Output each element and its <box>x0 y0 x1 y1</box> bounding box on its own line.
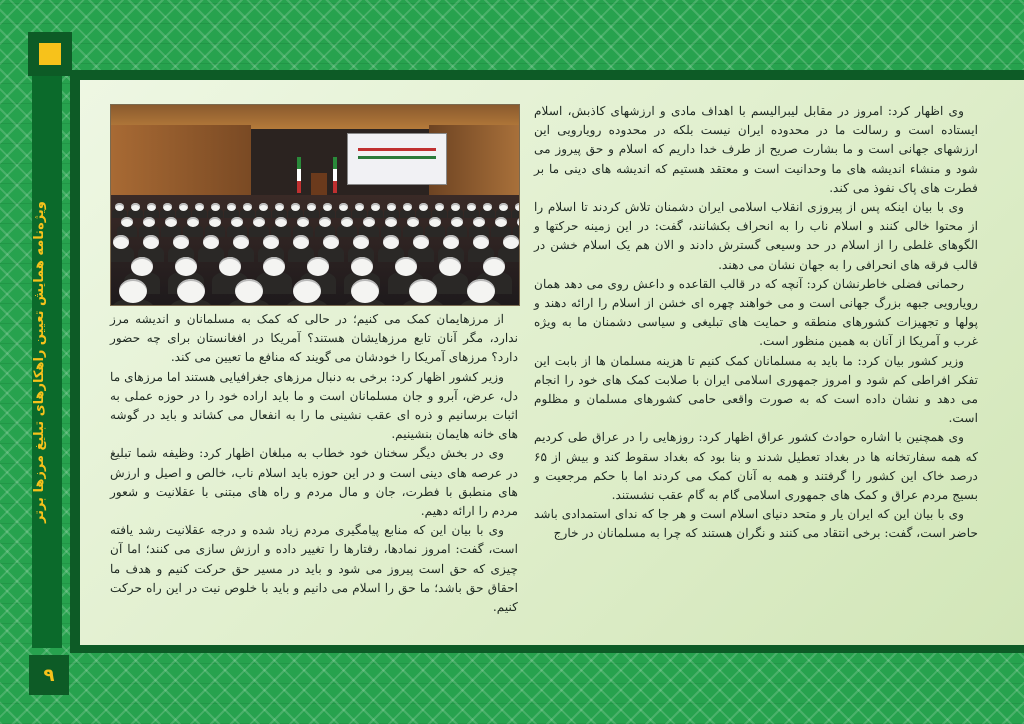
audience-turban <box>293 279 321 303</box>
audience-turban <box>499 203 508 211</box>
photo-wall-left <box>111 125 251 205</box>
audience-turban <box>323 235 339 249</box>
corner-ornament <box>28 32 72 76</box>
paragraph: وی در بخش دیگر سخنان خود خطاب به مبلغان اظهار کرد: وظیفه شما تبلیغ در عرصه های دینی است و در این حوزه باید اسلام ناب، خالص و اصیل و ارزش های منطبق با فطرت، جان و مال مردم و راه های مبتنی با عقلانیت و شعور مردم را ارائه دهیم. <box>110 446 518 519</box>
screen-text-line <box>358 156 436 159</box>
audience-turban <box>467 279 495 303</box>
audience-turban <box>351 257 373 276</box>
audience-turban <box>403 203 412 211</box>
audience-turban <box>451 203 460 211</box>
frame-top <box>70 70 1024 80</box>
audience-member-body <box>425 225 444 237</box>
audience-turban <box>263 257 285 276</box>
audience-turban <box>233 235 249 249</box>
paragraph: وی با بیان این که منابع پیامگیری مردم زیاد شده و درجه عقلانیت رشد یافته است، گفت: امروز نمادها، رفتارها را تغییر داده و ارزش سازی می کنند؛ اما آن چیزی که حق است پیروز می شود و باید در مسیر حق حرکت کنیم و هدف ما احقاق حق باشد؛ ما حق را اسلام می دانیم و باید با خلوص نیت در این راه حرکت کنیم. <box>110 523 518 615</box>
audience-turban <box>353 235 369 249</box>
audience-turban <box>227 203 236 211</box>
audience-turban <box>115 203 124 211</box>
audience-turban <box>293 235 309 249</box>
audience-turban <box>219 257 241 276</box>
audience-turban <box>383 235 399 249</box>
audience-turban <box>175 257 197 276</box>
audience-turban <box>179 203 188 211</box>
screen-text-line <box>358 148 436 151</box>
audience-turban <box>263 235 279 249</box>
flag <box>333 157 337 193</box>
audience-member-body <box>183 225 202 237</box>
audience-turban <box>119 279 147 303</box>
paragraph: وی اظهار کرد: امروز در مقابل لیبرالیسم با اهداف مادی و ارزشهای کاذبش، اسلام ایستاده است و رسالت ما در محدوده ایران نیست بلکه در محدوده رویارویی این ارزشهای جهانی است و ما بشارت صریح از طرف خدا داریم که اسلام و حق پیروز می شود و منشاء اندیشه های ما وحدانیت است و معتقد هستیم که اندیشه های دینی ما بر فطرت های پاک نفوذ می کند. <box>534 104 978 195</box>
audience-turban <box>435 203 444 211</box>
audience-turban <box>339 203 348 211</box>
audience-turban <box>323 203 332 211</box>
photo-projection-screen <box>347 133 447 185</box>
audience-turban <box>413 235 429 249</box>
audience-turban <box>131 203 140 211</box>
audience-turban <box>131 257 153 276</box>
audience-turban <box>467 203 476 211</box>
audience-turban <box>515 203 520 211</box>
audience-turban <box>235 279 263 303</box>
audience-turban <box>147 203 156 211</box>
audience-member-body <box>337 225 356 237</box>
audience-turban <box>113 235 129 249</box>
audience-turban <box>419 203 428 211</box>
audience-turban <box>355 203 364 211</box>
audience-turban <box>371 203 380 211</box>
flag <box>297 157 301 193</box>
audience-turban <box>307 257 329 276</box>
audience-turban <box>259 203 268 211</box>
audience-turban <box>395 257 417 276</box>
page-number: ۹ <box>29 655 69 695</box>
text-column-right <box>534 102 978 544</box>
paragraph: وی با بیان این که ایران یار و متحد دنیای اسلام است و هر جا که ندای استمدادی باشد حاضر است، گفت: برخی انتقاد می کنند و نگران هستند که چرا به مسلمانان در خارج <box>534 507 978 541</box>
audience-member-body <box>416 209 430 218</box>
audience-turban <box>173 235 189 249</box>
audience-turban <box>307 203 316 211</box>
audience-member-body <box>432 272 467 294</box>
audience-turban <box>203 235 219 249</box>
audience-turban <box>387 203 396 211</box>
audience-turban <box>443 235 459 249</box>
audience-turban <box>409 279 437 303</box>
audience-turban <box>483 203 492 211</box>
audience-turban <box>483 257 505 276</box>
audience-turban <box>291 203 300 211</box>
audience-turban <box>177 279 205 303</box>
paragraph: وزیر کشور اظهار کرد: برخی به دنبال مرزهای جغرافیایی هستند اما مرزهای ما دل، عرض، آبرو و جان مسلمانان است و ما باید اراده خود را در حوزه عملی به اثبات برسانیم و ذره ای عقب نشینی ما را به انفعال می کشاند و باید در گوشه های خانه هایمان بنشینیم. <box>110 369 518 442</box>
corner-square <box>39 43 61 65</box>
audience-turban <box>439 257 461 276</box>
frame-left <box>70 70 80 645</box>
audience-turban <box>351 279 379 303</box>
audience-turban <box>143 235 159 249</box>
audience-turban <box>243 203 252 211</box>
paragraph: وی همچنین با اشاره حوادث کشور عراق اظهار کرد: روزهایی را در عراق طی کردیم که همه سفارتخانه ها در بغداد تعطیل شدند و بنا بود که بغداد سقوط کند و بیش از ۶۵ درصد خاک این کشور را گرفتند و همه به آنان کمک می کردند اما با حکم مرجعیت و بسیج مردم عراق و کمک های جمهوری اسلامی گام به گام عقب نشستند. <box>534 430 978 503</box>
audience-turban <box>275 203 284 211</box>
side-title: ویژه‌نامه همایش تعیین راهکارهای تبلیغ مرزها برتر <box>32 201 47 523</box>
audience-turban <box>503 235 519 249</box>
paragraph: وزیر کشور بیان کرد: ما باید به مسلمانان کمک کنیم تا هزینه مسلمان ها از بابت این تفکر افراطی کم شود و امروز جمهوری اسلامی ایران با صلابت کمک های خود را انجام می دهد و نشان داده است که به صورت واقعی حامی کشورهای مسلمان و مظلوم است. <box>534 353 978 426</box>
conference-hall-photo <box>110 104 520 306</box>
paragraph: از مرزهایمان کمک می کنیم؛ در حالی که کمک به مسلمانان و اندیشه مرز ندارد، مگر آنان تابع مرزهایشان هستند؟ آمریکا در افغانستان برای چه حضور دارد؟ مرزهای آمریکا را خودشان می گویند که منافع ما تعیین می کند. <box>110 312 518 365</box>
audience-turban <box>163 203 172 211</box>
audience-turban <box>211 203 220 211</box>
paragraph: وی با بیان اینکه پس از پیروزی انقلاب اسلامی ایران دشمنان تلاش کردند تا اسلام را از محتوا خالی کنند و اسلام ناب را به انحراف بکشانند، گفت: در این زمینه حرکتها و الگوهای غلطی را از اسلام در حد وسیعی گسترش دادند و الان هم یک اسلام خشن در قالب فرقه های انحرافی را به جهان نشان می دهند. <box>534 200 978 272</box>
text-column-left <box>110 310 518 617</box>
audience-turban <box>195 203 204 211</box>
paragraph: رحمانی فضلی خاطرنشان کرد: آنچه که در قالب القاعده و داعش روی می دهد همان رویارویی جبهه بزرگ جهانی است و می خواهند چهره ای خشن از اسلام را ارائه دهند و پولها و تجهیزات کشورهای منطقه و حمایت های تبلیغی و سیاسی دشمنان ما به ویژه غرب و آمریکا از آنان به همین منظور است. <box>534 276 978 349</box>
audience-member-body <box>240 209 254 218</box>
frame-bottom <box>70 645 1024 653</box>
audience-turban <box>473 235 489 249</box>
